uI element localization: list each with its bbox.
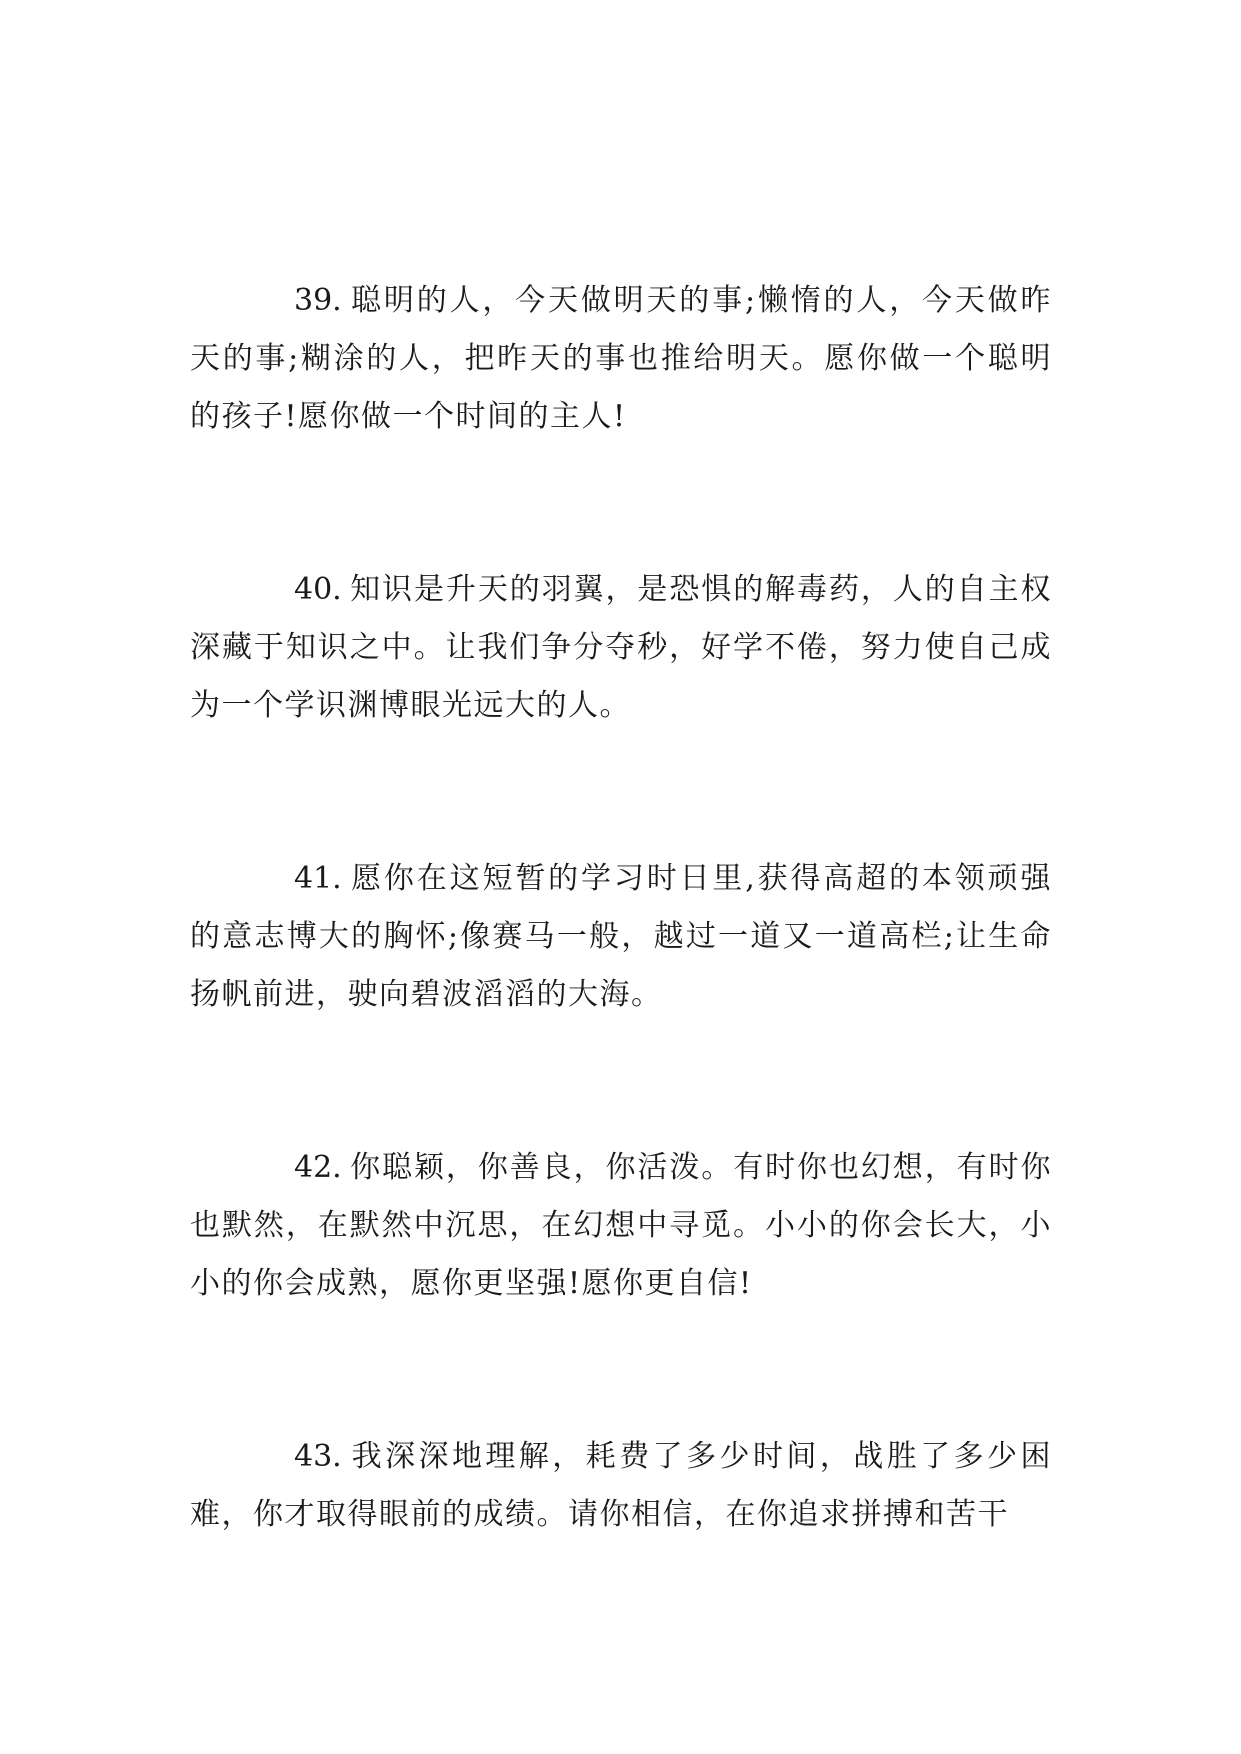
paragraph-number: 39. — [294, 283, 342, 318]
paragraph-41 — [190, 850, 1052, 1024]
paragraph-text: 聪明的人，今天做明天的事;懒惰的人，今天做昨天的事;糊涂的人，把昨天的事也推给明天。愿你做一个聪明的孩子!愿你做一个时间的主人! — [190, 283, 1052, 434]
paragraph-number: 40. — [294, 572, 342, 607]
paragraph-text: 我深深地理解，耗费了多少时间，战胜了多少困难，你才取得眼前的成绩。请你相信，在你追求拼搏和苦干 — [190, 1439, 1052, 1532]
paragraph-number: 41. — [294, 861, 342, 896]
paragraph-39 — [190, 272, 1052, 446]
paragraph-text: 知识是升天的羽翼，是恐惧的解毒药，人的自主权深藏于知识之中。让我们争分夺秒，好学不倦，努力使自己成为一个学识渊博眼光远大的人。 — [190, 572, 1052, 723]
paragraph-number: 42. — [294, 1150, 342, 1185]
paragraph-42 — [190, 1139, 1052, 1313]
paragraph-text: 愿你在这短暂的学习时日里,获得高超的本领顽强的意志博大的胸怀;像赛马一般，越过一道又一道高栏;让生命扬帆前进，驶向碧波滔滔的大海。 — [190, 861, 1052, 1012]
paragraph-40 — [190, 561, 1052, 735]
paragraph-43 — [190, 1428, 1052, 1544]
paragraph-text: 你聪颖，你善良，你活泼。有时你也幻想，有时你也默然，在默然中沉思，在幻想中寻觅。小小的你会长大，小小的你会成熟，愿你更坚强!愿你更自信! — [190, 1150, 1052, 1301]
paragraph-number: 43. — [294, 1439, 342, 1474]
